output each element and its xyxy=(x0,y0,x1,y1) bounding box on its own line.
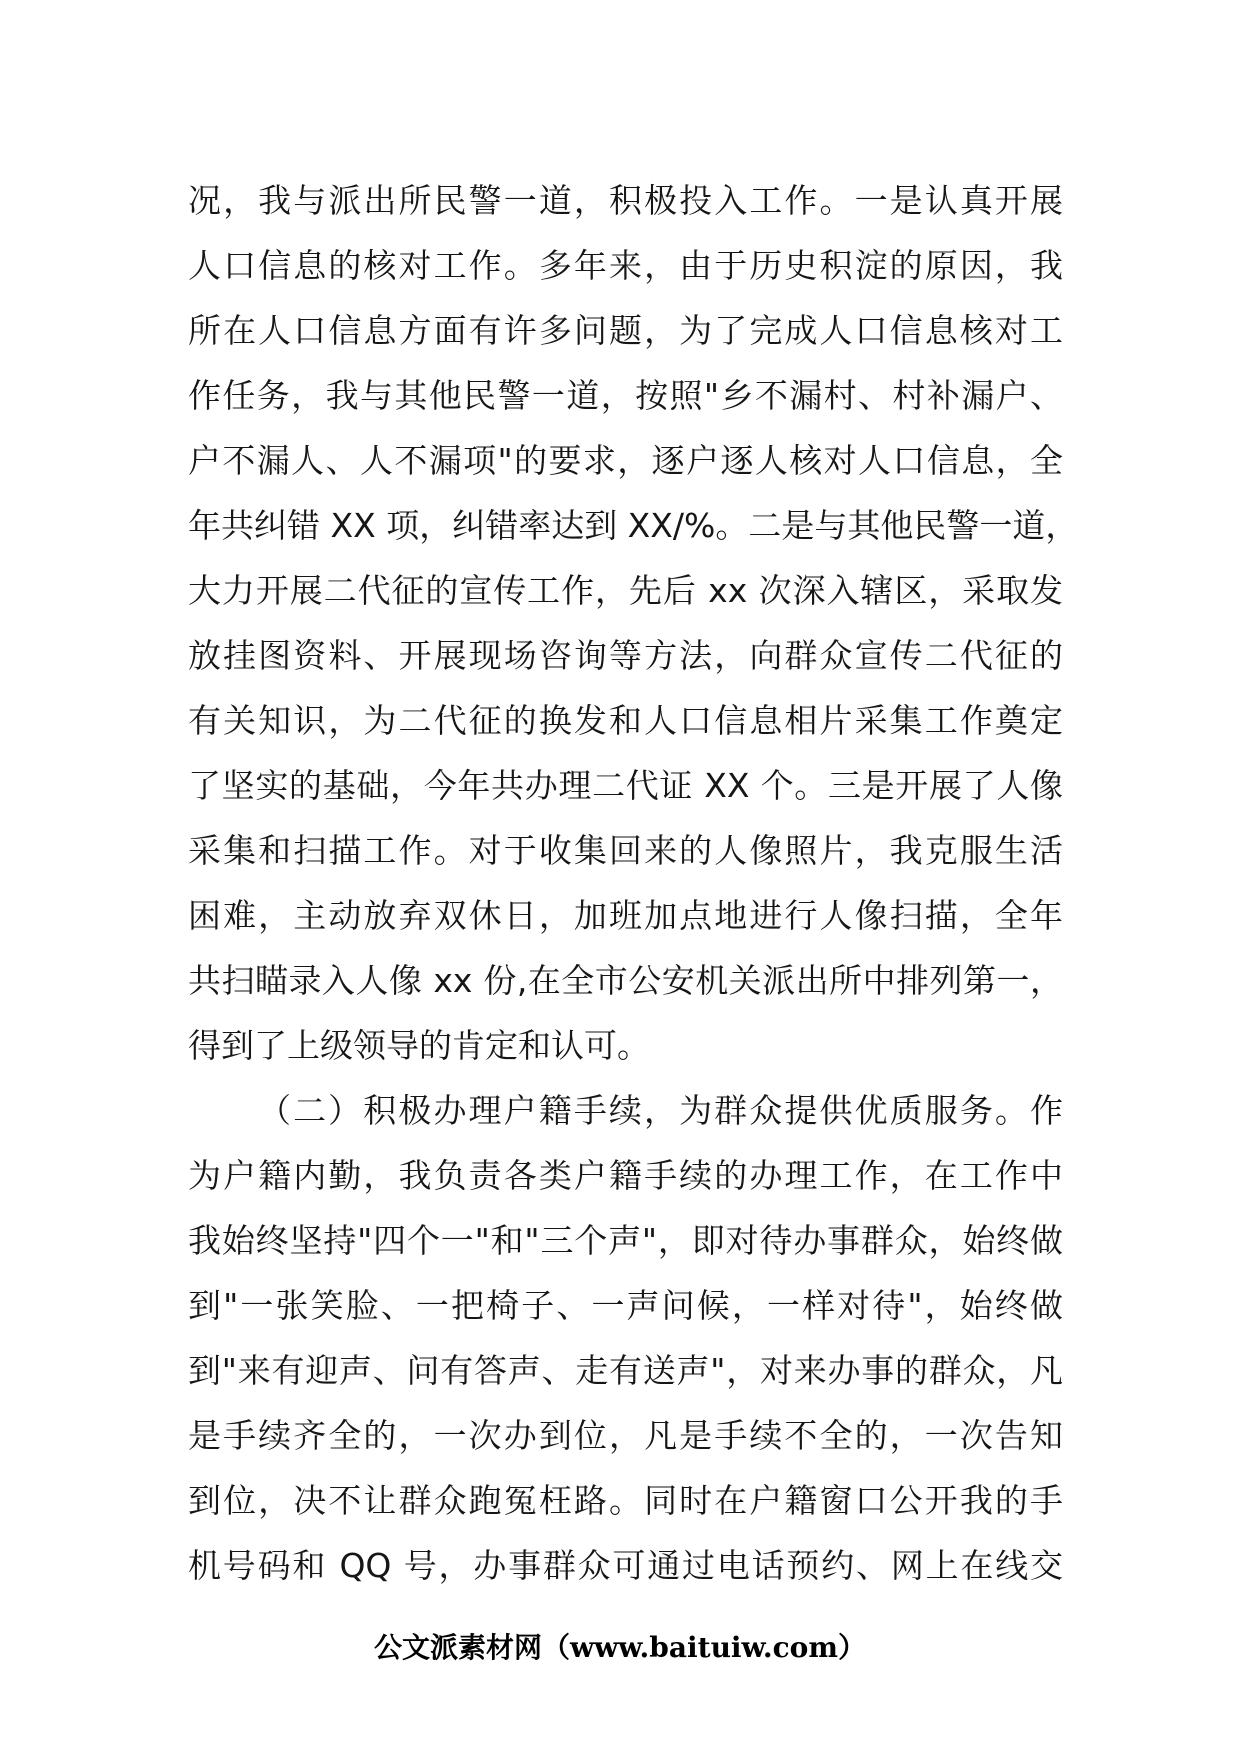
text-line: 大力开展二代征的宣传工作，先后 xx 次深入辖区，采取发 xyxy=(188,571,1063,610)
text-line: 了坚实的基础，今年共办理二代证 XX 个。三是开展了人像 xyxy=(188,766,1063,805)
text-line: 放挂图资料、开展现场咨询等方法，向群众宣传二代征的 xyxy=(188,636,1063,675)
text-line: 采集和扫描工作。对于收集回来的人像照片，我克服生活 xyxy=(188,831,1063,870)
text-line: 机号码和 QQ 号，办事群众可通过电话预约、网上在线交 xyxy=(188,1546,1063,1585)
text-line: 到位，决不让群众跑冤枉路。同时在户籍窗口公开我的手 xyxy=(188,1481,1063,1520)
text-line: 作任务，我与其他民警一道，按照"乡不漏村、村补漏户、 xyxy=(188,376,1063,415)
text-line: 到"来有迎声、问有答声、走有送声"，对来办事的群众，凡 xyxy=(188,1351,1063,1390)
paragraph-1 xyxy=(188,168,1079,1078)
text-line: 共扫瞄录入人像 xx 份,在全市公安机关派出所中排列第一， xyxy=(188,961,1063,1000)
text-line: 我始终坚持"四个一"和"三个声"，即对待办事群众，始终做 xyxy=(188,1221,1063,1260)
text-line: 为户籍内勤，我负责各类户籍手续的办理工作，在工作中 xyxy=(188,1156,1063,1195)
text-line: 困难，主动放弃双休日，加班加点地进行人像扫描，全年 xyxy=(188,896,1063,935)
text-line: 况，我与派出所民警一道，积极投入工作。一是认真开展 xyxy=(188,181,1063,220)
footer-source-text: 公文派素材网（www.baituiw.com） xyxy=(374,1631,866,1664)
text-line: 年共纠错 XX 项，纠错率达到 XX/%。二是与其他民警一道， xyxy=(188,506,1079,545)
paragraph-2 xyxy=(188,1078,1063,1598)
document-body xyxy=(188,168,1079,1598)
text-line: 是手续齐全的，一次办到位，凡是手续不全的，一次告知 xyxy=(188,1416,1063,1455)
text-line: （二）积极办理户籍手续，为群众提供优质服务。作 xyxy=(258,1091,1063,1130)
text-line: 有关知识，为二代征的换发和人口信息相片采集工作奠定 xyxy=(188,701,1063,740)
text-line: 所在人口信息方面有许多问题，为了完成人口信息核对工 xyxy=(188,311,1063,350)
text-line: 得到了上级领导的肯定和认可。 xyxy=(188,1026,650,1065)
text-line: 户不漏人、人不漏项"的要求，逐户逐人核对人口信息，全 xyxy=(188,441,1063,480)
text-line: 人口信息的核对工作。多年来，由于历史积淀的原因，我 xyxy=(188,246,1063,285)
text-line: 到"一张笑脸、一把椅子、一声问候，一样对待"，始终做 xyxy=(188,1286,1063,1325)
